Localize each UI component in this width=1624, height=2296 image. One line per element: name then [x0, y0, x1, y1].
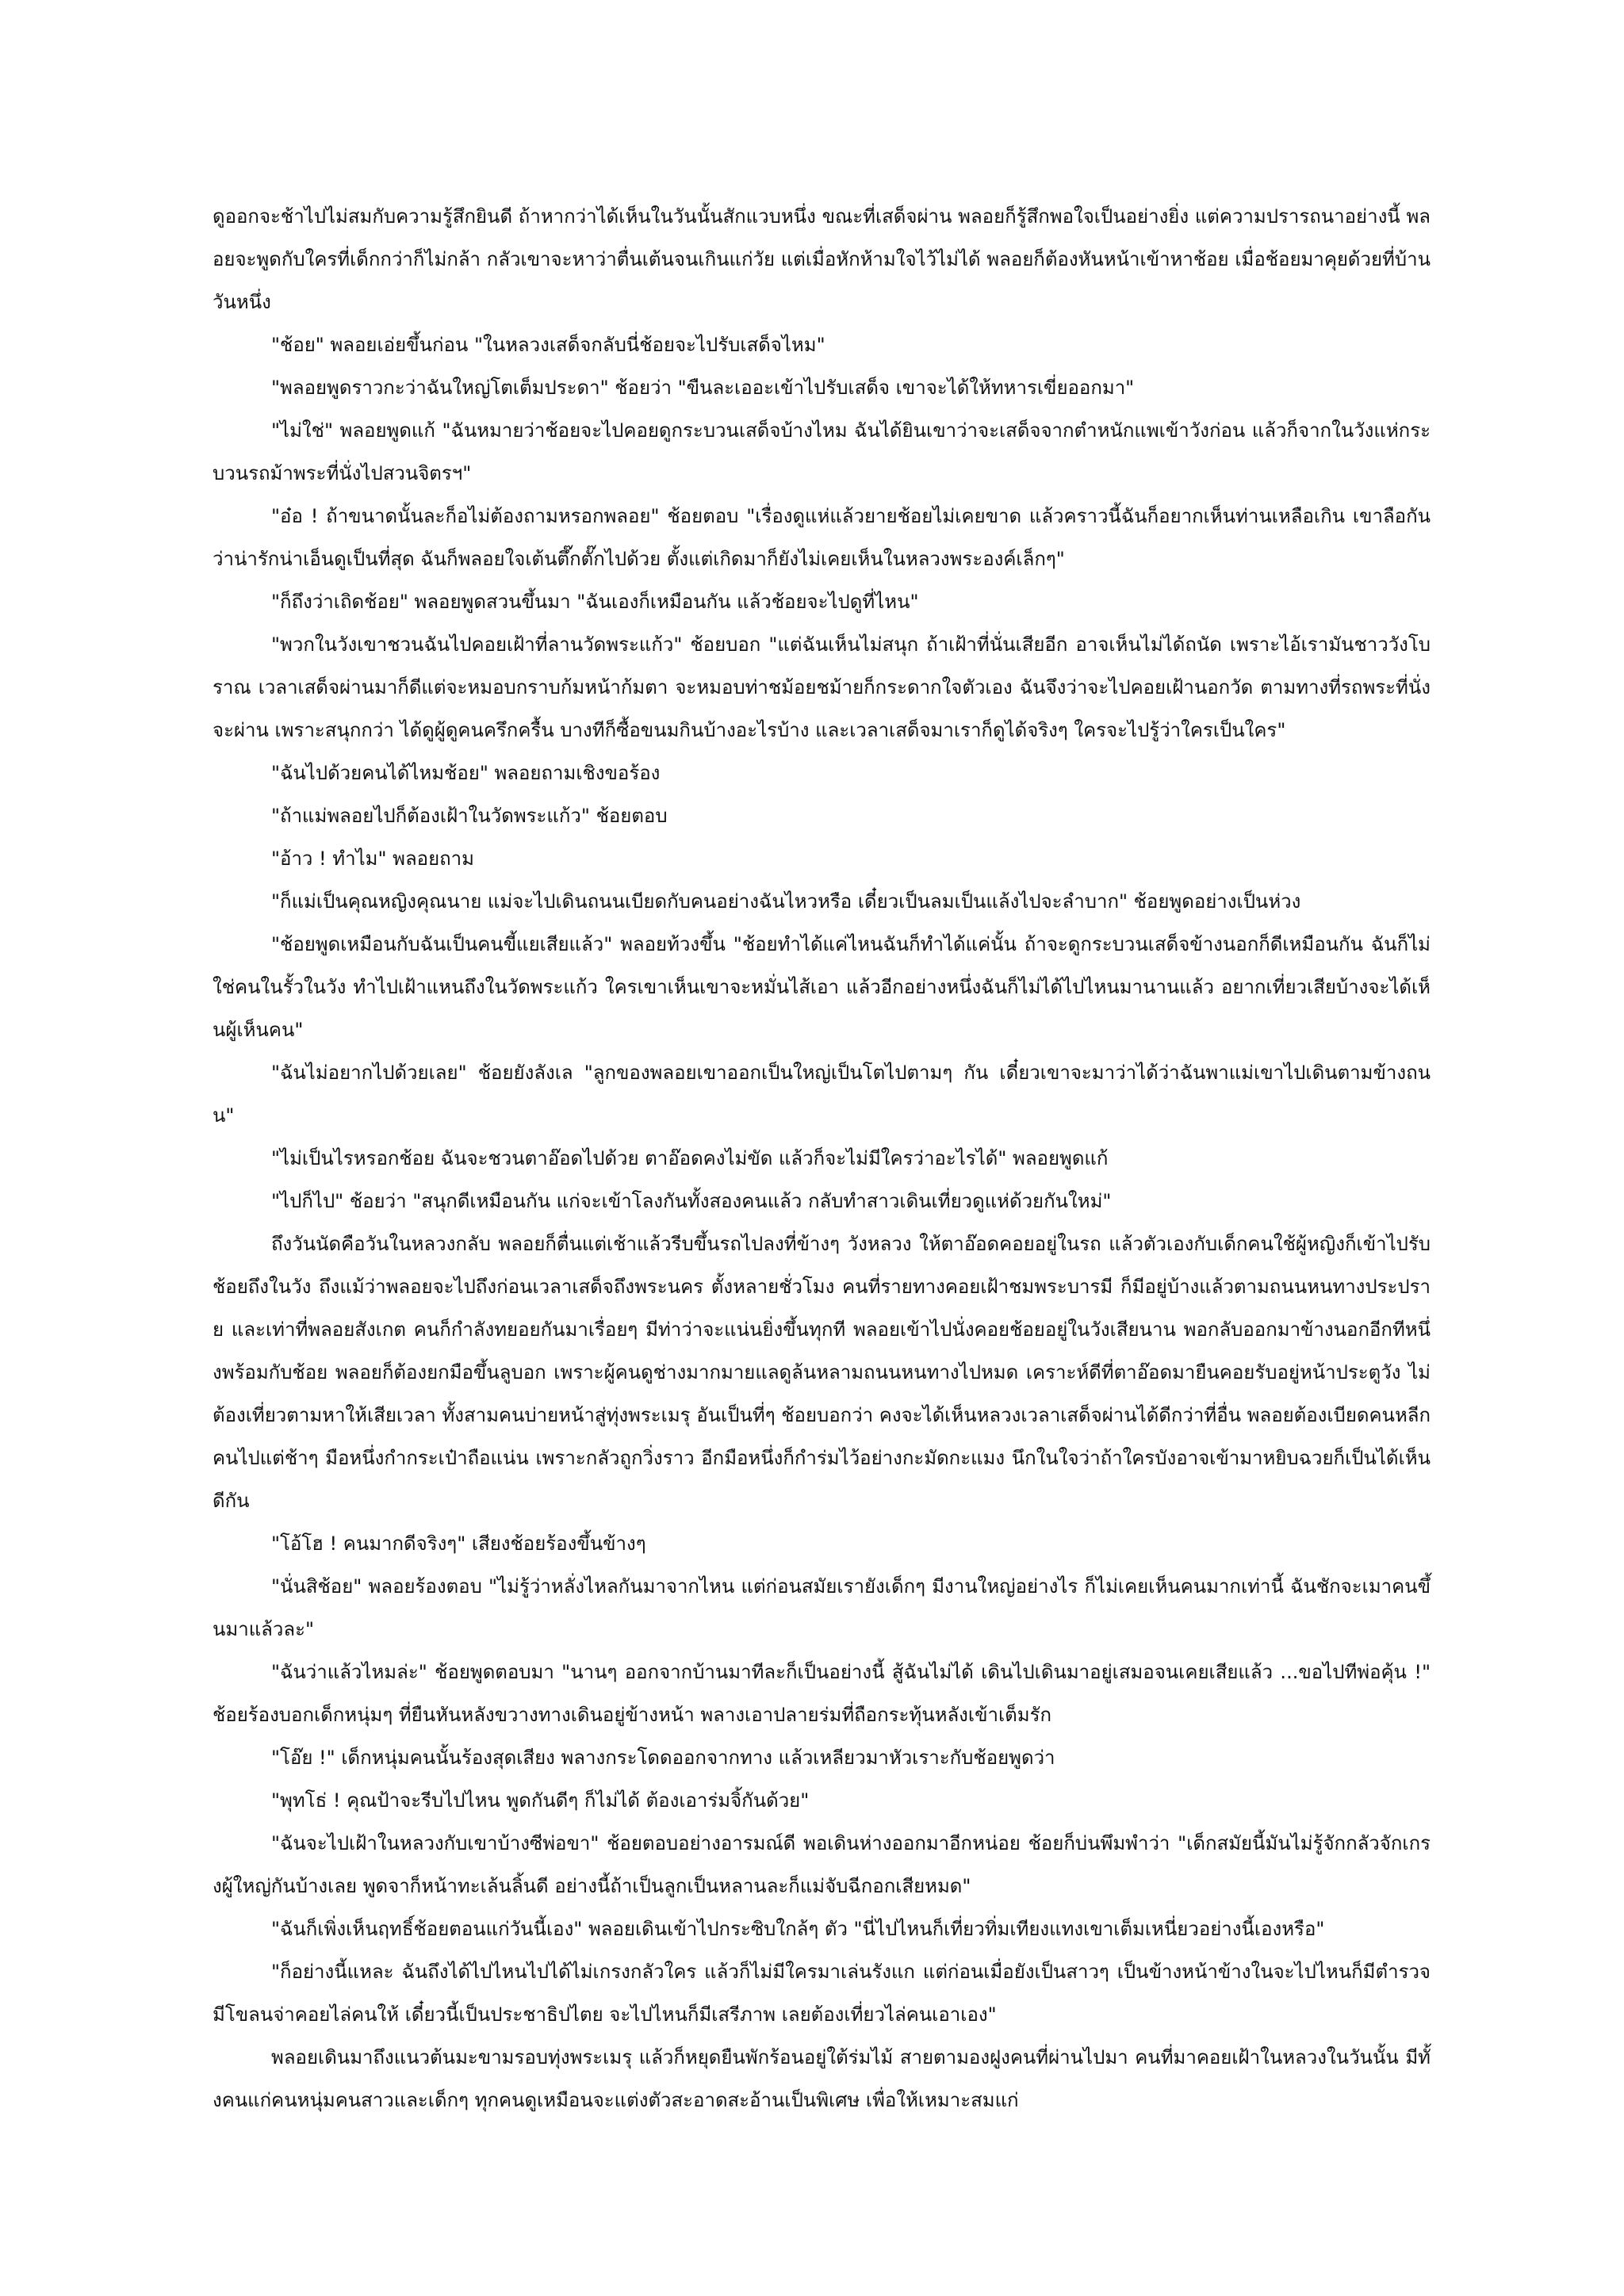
paragraph: "พลอยพูดราวกะว่าฉันใหญ่โตเต็มประดา" ช้อยว่า "ขืนละเออะเข้าไปรับเสด็จ เขาจะได้ให้ทหารเขี่ยออกมา" — [271, 377, 1135, 399]
paragraph: "ฉันว่าแล้วไหมล่ะ" ช้อยพูดตอบมา "นานๆ ออกจากบ้านมาทีละก็เป็นอย่างนี้ สู้ฉันไม่ได้ เดินไปเดินมาอยู่เสมอจนเคยเสียแล้ว ...ขอไปทีพ่อคุ้น !" ช้อยร้องบอกเด็กหนุ่มๆ ที่ยืนหันหลังขวางทางเดินอยู่ข้างหน้า พลางเอาปลายร่มที่ถือกระทุ้นหลังเข้าเต็มรัก — [213, 1661, 1431, 1726]
paragraph: "ก็แม่เป็นคุณหญิงคุณนาย แม่จะไปเดินถนนเบียดกับคนอย่างฉันไหวหรือ เดี๋ยวเป็นลมเป็นแล้งไปจะลำบาก" ช้อยพูดอย่างเป็นห่วง — [271, 890, 1301, 913]
paragraph: ดูออกจะช้าไปไม่สมกับความรู้สึกยินดี ถ้าหากว่าได้เห็นในวันนั้นสักแวบหนึ่ง ขณะที่เสด็จผ่าน พลอยก็รู้สึกพอใจเป็นอย่างยิ่ง แต่ความปรารถนาอย่างนี้ พลอยจะพูดกับใครที่เด็กกว่าก็ไม่กล้า กลัวเขาจะหาว่าตื่นเต้นจนเกินแก่วัย แต่เมื่อหักห้ามใจไว้ไม่ได้ พลอยก็ต้องหันหน้าเข้าหาช้อย เมื่อช้อยมาคุยด้วยที่บ้านวันหนึ่ง — [213, 205, 1431, 313]
paragraph: พลอยเดินมาถึงแนวต้นมะขามรอบทุ่งพระเมรุ แล้วก็หยุดยืนพักร้อนอยู่ใต้ร่มไม้ สายตามองฝูงคนที่ผ่านไปมา คนที่มาคอยเฝ้าในหลวงในวันนั้น มีทั้งคนแก่คนหนุ่มคนสาวและเด็กๆ ทุกคนดูเหมือนจะแต่งตัวสะอาดสะอ้านเป็นพิเศษ เพื่อให้เหมาะสมแก่ — [213, 2046, 1431, 2111]
paragraph: "ฉันก็เพิ่งเห็นฤทธิ์ช้อยตอนแก่วันนี้เอง" พลอยเดินเข้าไปกระซิบใกล้ๆ ตัว "นี่ไปไหนก็เที่ยวทิ่มเทียงแทงเขาเต็มเหนี่ยวอย่างนี้เองหรือ" — [271, 1918, 1325, 1940]
paragraph: "ถ้าแม่พลอยไปก็ต้องเฝ้าในวัดพระแก้ว" ช้อยตอบ — [271, 805, 668, 827]
document-page — [213, 195, 1431, 2122]
paragraph: "ไม่ใช่" พลอยพูดแก้ "ฉันหมายว่าช้อยจะไปคอยดูกระบวนเสด็จบ้างไหม ฉันได้ยินเขาว่าจะเสด็จจากตำหนักแพเข้าวังก่อน แล้วก็จากในวังแห่กระบวนรถม้าพระที่นั่งไปสวนจิตรฯ" — [213, 419, 1431, 484]
paragraph: "ช้อยพูดเหมือนกับฉันเป็นคนขี้แยเสียแล้ว" พลอยท้วงขึ้น "ช้อยทำได้แค่ไหนฉันก็ทำได้แค่นั้น ถ้าจะดูกระบวนเสด็จข้างนอกก็ดีเหมือนกัน ฉันก็ไม่ใช่คนในรั้วในวัง ทำไปเฝ้าแหนถึงในวัดพระแก้ว ใครเขาเห็นเขาจะหมั่นไส้เอา แล้วอีกอย่างหนึ่งฉันก็ไม่ได้ไปไหนมานานแล้ว อยากเที่ยวเสียบ้างจะได้เห็นผู้เห็นคน" — [213, 933, 1431, 1041]
paragraph: "อ๋อ ! ถ้าขนาดนั้นละก็อไม่ต้องถามหรอกพลอย" ช้อยตอบ "เรื่องดูแห่แล้วยายช้อยไม่เคยขาด แล้วคราวนี้ฉันก็อยากเห็นท่านเหลือเกิน เขาลือกันว่าน่ารักน่าเอ็นดูเป็นที่สุด ฉันก็พลอยใจเต้นตึ๊กตั๊กไปด้วย ตั้งแต่เกิดมาก็ยังไม่เคยเห็นในหลวงพระองค์เล็กๆ" — [213, 505, 1431, 570]
paragraph: "โอ้โฮ ! คนมากดีจริงๆ" เสียงช้อยร้องขึ้นข้างๆ — [271, 1533, 646, 1555]
paragraph: "อ้าว ! ทำไม" พลอยถาม — [271, 848, 474, 870]
paragraph: "ก็ถึงว่าเถิดช้อย" พลอยพูดสวนขึ้นมา "ฉันเองก็เหมือนกัน แล้วช้อยจะไปดูที่ไหน" — [271, 591, 919, 613]
paragraph: "ฉันไปด้วยคนได้ไหมช้อย" พลอยถามเชิงขอร้อง — [271, 762, 661, 784]
paragraph: "โอ๊ย !" เด็กหนุ่มคนนั้นร้องสุดเสียง พลางกระโดดออกจากทาง แล้วเหลียวมาหัวเราะกับช้อยพูดว่า — [271, 1747, 1055, 1769]
paragraph: "พุทโธ่ ! คุณป้าจะรีบไปไหน พูดกันดีๆ ก็ไม่ได้ ต้องเอาร่มจิ้กันด้วย" — [271, 1789, 810, 1812]
paragraph: "ไปก็ไป" ช้อยว่า "สนุกดีเหมือนกัน แก่จะเข้าโลงกันทั้งสองคนแล้ว กลับทำสาวเดินเที่ยวดูแห่ด้วยกันใหม่" — [271, 1190, 1112, 1212]
paragraph: "ฉันจะไปเฝ้าในหลวงกับเขาบ้างซีพ่อขา" ช้อยตอบอย่างอารมณ์ดี พอเดินห่างออกมาอีกหน่อย ช้อยก็บ่นพึมพำว่า "เด็กสมัยนี้มันไม่รู้จักกลัวจักเกรงผู้ใหญ่กันบ้างเลย พูดจาก็หน้าทะเล้นลิ้นดี อย่างนี้ถ้าเป็นลูกเป็นหลานละก็แม่จับฉีกอกเสียหมด" — [213, 1832, 1431, 1897]
paragraph: "ไม่เป็นไรหรอกช้อย ฉันจะชวนตาอ๊อดไปด้วย ตาอ๊อดคงไม่ขัด แล้วก็จะไม่มีใครว่าอะไรได้" พลอยพูดแก้ — [271, 1147, 1109, 1169]
paragraph: "ก็อย่างนี้แหละ ฉันถึงได้ไปไหนไปได้ไม่เกรงกลัวใคร แล้วก็ไม่มีใครมาเล่นรังแก แต่ก่อนเมื่อยังเป็นสาวๆ เป็นข้างหน้าข้างในจะไปไหนก็มีตำรวจมีโขลนจ่าคอยไล่คนให้ เดี๋ยวนี้เป็นประชาธิปไตย จะไปไหนก็มีเสรีภาพ เลยต้องเที่ยวไล่คนเอาเอง" — [213, 1961, 1431, 2026]
paragraph: "นั่นสิช้อย" พลอยร้องตอบ "ไม่รู้ว่าหลั่งไหลกันมาจากไหน แต่ก่อนสมัยเรายังเด็กๆ มีงานใหญ่อย่างไร ก็ไม่เคยเห็นคนมากเท่านี้ ฉันชักจะเมาคนขึ้นมาแล้วละ" — [213, 1575, 1431, 1640]
paragraph: ถึงวันนัดคือวันในหลวงกลับ พลอยก็ตื่นแต่เช้าแล้วรีบขึ้นรถไปลงที่ข้างๆ วังหลวง ให้ตาอ๊อดคอยอยู่ในรถ แล้วตัวเองกับเด็กคนใช้ผู้หญิงก็เข้าไปรับช้อยถึงในวัง ถึงแม้ว่าพลอยจะไปถึงก่อนเวลาเสด็จถึงพระนคร ตั้งหลายชั่วโมง คนที่รายทางคอยเฝ้าชมพระบารมี ก็มีอยู่บ้างแล้วตามถนนหนทางประปราย และเท่าที่พลอยสังเกต คนก็กำลังทยอยกันมาเรื่อยๆ มีท่าว่าจะแน่นยิ่งขึ้นทุกที พลอยเข้าไปนั่งคอยช้อยอยู่ในวังเสียนาน พอกลับออกมาข้างนอกอีกทีหนึ่งพร้อมกับช้อย พลอยก็ต้องยกมือขึ้นลูบอก เพราะผู้คนดูช่างมากมายแลดูล้นหลามถนนหนทางไปหมด เคราะห์ดีที่ตาอ๊อดมายืนคอยรับอยู่หน้าประตูวัง ไม่ต้องเที่ยวตามหาให้เสียเวลา ทั้งสามคนบ่ายหน้าสู่ทุ่งพระเมรุ อันเป็นที่ๆ ช้อยบอกว่า คงจะได้เห็นหลวงเวลาเสด็จผ่านได้ดีกว่าที่อื่น พลอยต้องเบียดคนหลีกคนไปแต่ช้าๆ มือหนึ่งกำกระเป๋าถือแน่น เพราะกลัวถูกวิ่งราว อีกมือหนึ่งก็กำร่มไว้อย่างกะมัดกะแมง นึกในใจว่าถ้าใครบังอาจเข้ามาหยิบฉวยก็เป็นได้เห็นดีกัน — [213, 1233, 1431, 1512]
paragraph: "ฉันไม่อยากไปด้วยเลย" ช้อยยังลังเล "ลูกของพลอยเขาออกเป็นใหญ่เป็นโตไปตามๆ กัน เดี๋ยวเขาจะมาว่าได้ว่าฉันพาแม่เขาไปเดินตามข้างถนน" — [213, 1062, 1431, 1127]
paragraph: "พวกในวังเขาชวนฉันไปคอยเฝ้าที่ลานวัดพระแก้ว" ช้อยบอก "แต่ฉันเห็นไม่สนุก ถ้าเฝ้าที่นั่นเสียอีก อาจเห็นไม่ได้ถนัด เพราะไอ้เรามันชาววังโบราณ เวลาเสด็จผ่านมาก็ดีแต่จะหมอบกราบก้มหน้าก้มตา จะหมอบท่าชม้อยชม้ายก็กระดากใจตัวเอง ฉันจึงว่าจะไปคอยเฝ้านอกวัด ตามทางที่รถพระที่นั่งจะผ่าน เพราะสนุกกว่า ได้ดูผู้ดูคนครึกครื้น บางทีก็ซื้อขนมกินบ้างอะไรบ้าง และเวลาเสด็จมาเราก็ดูได้จริงๆ ใครจะไปรู้ว่าใครเป็นใคร" — [213, 633, 1431, 741]
paragraph: "ช้อย" พลอยเอ่ยขึ้นก่อน "ในหลวงเสด็จกลับนี่ช้อยจะไปรับเสด็จไหม" — [271, 334, 825, 356]
